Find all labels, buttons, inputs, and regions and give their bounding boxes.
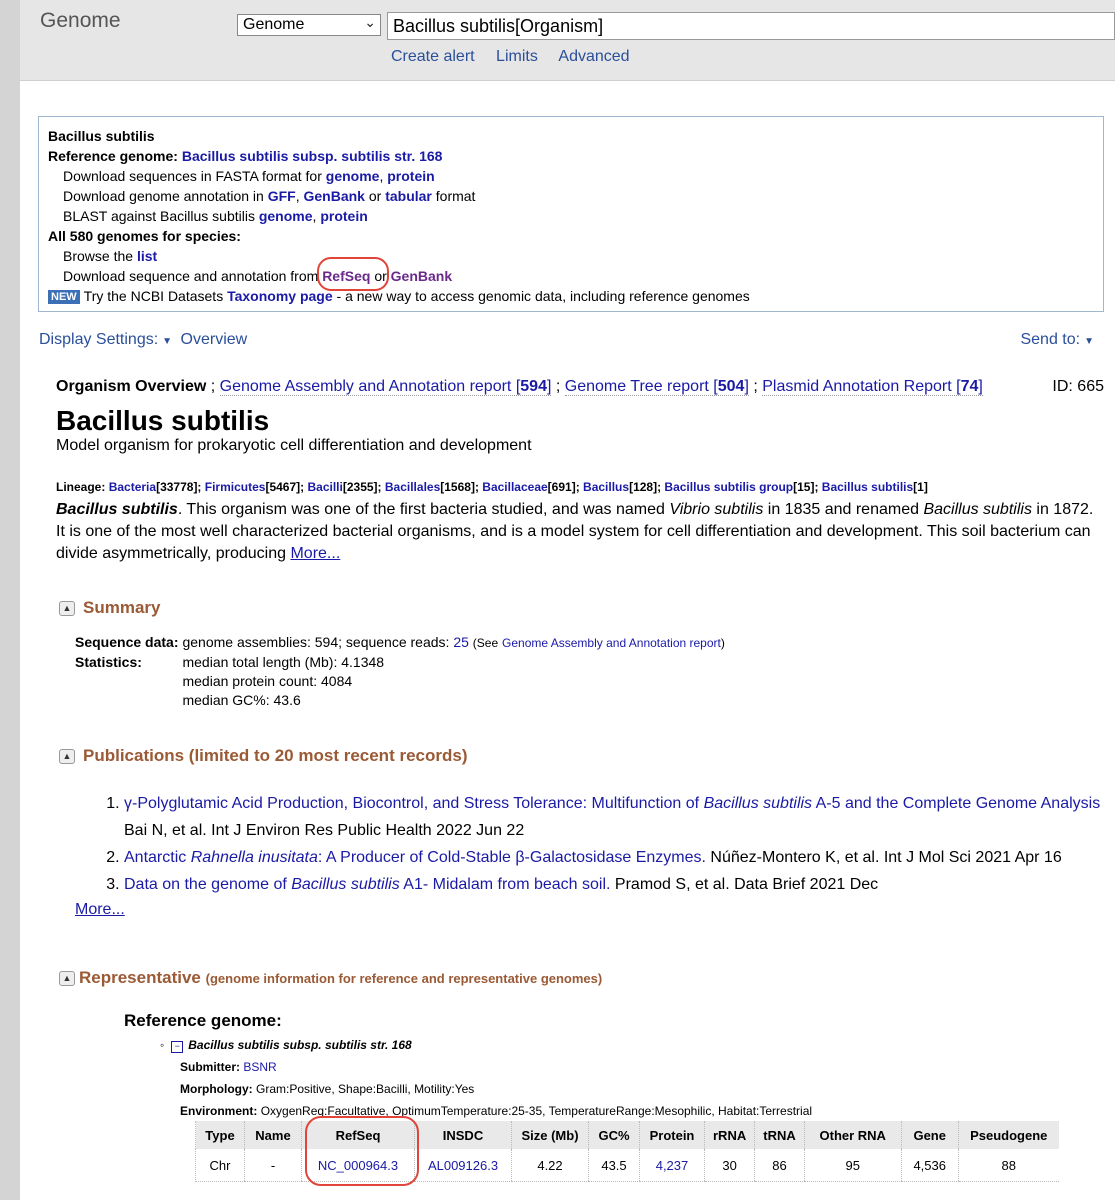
table-cell: 4,536 [901,1149,958,1182]
table-cell [640,1149,705,1182]
description-text: . This organism was one of the first bacteria studied, and was named [177,501,665,518]
species-info-box [38,116,1104,312]
see-report-link[interactable]: Genome Assembly and Annotation report [502,636,721,650]
pub-title-italic: Bacillus subtilis [291,876,400,893]
blast-text: BLAST against Bacillus subtilis [63,208,255,224]
column-header: Pseudogene [958,1121,1059,1149]
bracket: ] [546,378,552,395]
report-links: Organism Overview ; Genome Assembly and Annotation report [594] ; Genome Tree report [504] ; Plasmid Annotation Report [74] ID: 665 [56,378,1104,395]
bullet-icon: ◦ [160,1038,165,1052]
lineage-count: 128 [633,480,654,494]
assembly-report-text: Genome Assembly and Annotation report [ [219,378,521,395]
search-sublinks [391,48,647,66]
species-name: Bacillus subtilis [48,128,155,144]
statistics-value: median total length (Mb): 4.1348 [182,654,385,670]
representative-heading-text: Representative [79,968,201,987]
publications-heading[interactable] [59,746,467,766]
submitter-line [160,1056,812,1078]
collapse-minus-icon[interactable]: − [171,1041,183,1053]
environment-label: Environment: [180,1104,258,1118]
record-id: ID: 665 [1052,378,1104,395]
description-italic: Bacillus subtilis [923,501,1032,518]
left-gutter [0,0,20,1200]
lineage-count: 15 [797,480,811,494]
send-to-label: Send to: [1020,331,1081,348]
statistics-label: Statistics: [75,654,142,670]
table-cell: 30 [705,1149,755,1182]
description-text: in 1872. It is one of the most well characterized bacterial organisms, and is a model system for cell differentiation and development. This soil bacterium can divide asymmetrically, producing [56,501,1094,562]
lineage-item[interactable]: Bacillales [384,480,441,494]
create-alert-link[interactable]: Create alert [391,48,475,65]
environment-line [160,1100,812,1122]
see-close: ) [720,636,725,650]
table-cell: 88 [958,1149,1059,1182]
download-line [48,266,1094,286]
description-italic: Vibrio subtilis [669,501,764,518]
bracket: ] [744,378,749,395]
column-header: tRNA [755,1121,805,1149]
taxonomy-page-link[interactable]: Taxonomy page [227,288,333,304]
description-more-link[interactable]: More... [290,545,341,562]
lineage-item[interactable]: Bacillus [583,480,630,494]
publication-citation: Bai N, et al. Int J Environ Res Public Health 2022 Jun 22 [124,822,525,839]
lineage: Lineage: Bacteria[33778]; Firmicutes[5467]; Bacilli[2355]; Bacillales[1568]; Bacillaceae[691]; Bacillus[128]; Bacillus subtilis group[15]; Bacillus subtilis[1] [56,480,928,494]
organism-description [56,499,1101,565]
environment-value: OxygenReq:Facultative, OptimumTemperature:25-35, TemperatureRange:Mesophilic, Habitat:Terrestrial [260,1104,813,1118]
annotation-or: or [368,188,382,204]
brand-label: Genome [40,9,121,32]
lineage-count: 1568 [444,480,471,494]
table-cell [415,1149,512,1182]
fasta-line: Download sequences in FASTA format for genome, protein [63,168,435,184]
refseq-accession-link[interactable]: NC_000964.3 [317,1157,399,1173]
pub-title-part: A1- Midalam from beach soil. [403,876,611,893]
fasta-protein-link[interactable]: protein [387,168,435,184]
database-select[interactable] [237,14,381,36]
see-text: (See [472,636,499,650]
strain-line [160,1034,812,1056]
column-header: INSDC [415,1121,512,1149]
download-text: Download sequence and annotation from [63,268,319,284]
page-subtitle: Model organism for prokaryotic cell differentiation and development [56,437,532,454]
genbank-link[interactable]: GenBank [390,268,453,284]
refseq-column-highlight [305,1116,419,1186]
publications-heading-text: Publications (limited to 20 most recent records) [83,746,468,765]
limits-link[interactable]: Limits [496,48,538,65]
datasets-line [48,286,1094,306]
reference-genome-line [48,146,1094,166]
column-header: rRNA [705,1121,755,1149]
blast-protein-link[interactable]: protein [320,208,368,224]
column-header: Name [245,1121,302,1149]
lineage-item[interactable]: Bacillus subtilis group [664,480,794,494]
caret-down-icon: ▼ [162,336,173,347]
morphology-value: Gram:Positive, Shape:Bacilli, Motility:Yes [256,1082,475,1096]
summary-heading-text: Summary [83,598,161,617]
display-settings-label: Display Settings: [39,331,159,348]
column-header: Type [196,1121,245,1149]
assembly-count: 594 [520,378,547,395]
publication-link[interactable] [124,849,706,866]
lineage-count: 5467 [269,480,297,494]
tree-count: 504 [717,378,745,395]
pub-title-part: A-5 and the Complete Genome Analysis [815,795,1101,812]
browse-line [48,246,1094,266]
tabular-link[interactable]: tabular [385,188,432,204]
page-title: Bacillus subtilis [56,405,270,436]
strain-name: Bacillus subtilis subsp. subtilis str. 168 [188,1038,412,1052]
annotation-line: Download genome annotation in GFF, GenBank or tabular format [63,188,476,204]
refseq-highlight-circle [317,257,389,291]
lineage-count: 2355 [346,480,374,494]
tree-report-link[interactable] [565,378,749,396]
column-header: Gene [901,1121,958,1149]
collapse-icon[interactable]: ▲ [59,749,75,764]
representative-heading[interactable] [59,968,602,988]
pub-title-part: Antarctic [124,849,187,866]
blast-line: BLAST against Bacillus subtilis genome, protein [63,208,368,224]
fasta-text: Download sequences in FASTA format for [63,168,322,184]
submitter-label: Submitter: [180,1060,240,1074]
description-name: Bacillus subtilis [56,501,178,518]
reference-genome-heading: Reference genome: [124,1011,282,1030]
pub-title-italic: Rahnella inusitata [190,849,318,866]
column-header: Other RNA [804,1121,901,1149]
lineage-count: 691 [551,480,572,494]
column-header: Size (Mb) [512,1121,589,1149]
annotation-format: format [435,188,476,204]
search-bar [20,0,1115,81]
lineage-item[interactable]: Bacteria [108,480,157,494]
refseq-link[interactable]: RefSeq [322,268,371,284]
summary-heading[interactable] [59,598,160,618]
pub-title-italic: Bacillus subtilis [703,795,813,812]
browse-list-link[interactable]: list [136,248,158,264]
tree-report-text: Genome Tree report [ [564,378,718,395]
publications-list [92,790,1115,898]
statistics-value: median GC%: 43.6 [182,692,301,708]
annotation-text: Download genome annotation in [63,188,264,204]
submitter-link[interactable]: BSNR [243,1060,277,1074]
new-badge: NEW [48,290,80,304]
protein-count-link[interactable]: 4,237 [655,1157,689,1173]
genbank-annot-link[interactable]: GenBank [303,188,365,204]
sequence-reads-link[interactable]: 25 [453,634,469,650]
representative-heading-note: (genome information for reference and representative genomes) [205,971,603,986]
assembly-report-link[interactable] [220,378,552,396]
publication-link[interactable] [124,876,610,893]
lineage-item[interactable]: Bacilli [307,480,343,494]
advanced-link[interactable]: Advanced [558,48,630,65]
summary-table [75,633,729,710]
datasets-text: Try the NCBI Datasets [83,288,224,304]
lineage-count: 1 [917,480,924,494]
database-select-value: Genome [243,16,305,33]
table-cell: 86 [755,1149,805,1182]
lineage-item[interactable]: Bacillaceae [482,480,548,494]
gff-link[interactable]: GFF [267,188,296,204]
lineage-item[interactable]: Bacillus subtilis [821,480,914,494]
sequence-data-label: Sequence data: [75,634,179,650]
lineage-label: Lineage: [56,480,106,494]
publication-citation: Núñez-Montero K, et al. Int J Mol Sci 2021 Apr 16 [710,849,1062,866]
download-or: or [374,268,387,284]
list-item [124,790,1115,844]
publication-link[interactable] [124,795,1100,812]
overview-label: Overview [180,331,248,348]
insdc-accession-link[interactable]: AL009126.3 [427,1157,499,1173]
column-header: Protein [640,1121,705,1149]
collapse-icon[interactable]: ▲ [59,601,75,616]
plasmid-report-link[interactable] [762,378,983,396]
description-text: in 1835 and renamed [767,501,919,518]
table-cell: - [245,1149,302,1182]
chevron-down-icon: ⌄ [364,14,376,30]
pub-title-part: Data on the genome of [124,876,287,893]
reference-genome-details [160,1034,812,1122]
list-item [124,844,1115,871]
sequence-data-text: genome assemblies: 594; sequence reads: [182,634,450,650]
statistics-value: median protein count: 4084 [182,673,353,689]
fasta-genome-link[interactable]: genome [325,168,380,184]
lineage-count: 33778 [160,480,194,494]
organism-overview-label: Organism Overview [56,378,207,395]
column-header: GC% [589,1121,640,1149]
morphology-line [160,1078,812,1100]
reference-genome-link[interactable]: Bacillus subtilis subsp. subtilis str. 168 [181,148,443,164]
caret-down-icon: ▼ [1084,336,1094,347]
blast-genome-link[interactable]: genome [258,208,313,224]
display-settings[interactable] [39,331,247,349]
table-cell: 43.5 [589,1149,640,1182]
pub-title-part: : A Producer of Cold-Stable β-Galactosidase Enzymes. [317,849,706,866]
search-input[interactable]: Bacillus subtilis[Organism] [387,12,1115,40]
all-genomes-label: All 580 genomes for species: [48,228,241,244]
morphology-label: Morphology: [180,1082,253,1096]
publications-more-link[interactable]: More... [75,901,125,918]
list-item [124,871,1115,898]
sequence-data-value [182,633,728,653]
pub-title-part: γ-Polyglutamic Acid Production, Biocontrol, and Stress Tolerance: Multifunction of [124,795,700,812]
lineage-item[interactable]: Firmicutes [204,480,266,494]
plasmid-count: 74 [960,378,979,395]
column-header: RefSeq [302,1121,415,1149]
collapse-icon[interactable]: ▲ [59,971,75,986]
plasmid-report-text: Plasmid Annotation Report [ [762,378,961,395]
browse-text: Browse the [63,248,134,264]
table-cell: 95 [804,1149,901,1182]
send-to-menu[interactable] [1020,331,1094,349]
reference-genome-label: Reference genome: [48,148,178,164]
datasets-rest: - a new way to access genomic data, including reference genomes [336,288,750,304]
table-cell: Chr [196,1149,245,1182]
publication-citation: Pramod S, et al. Data Brief 2021 Dec [614,876,879,893]
table-cell: 4.22 [512,1149,589,1182]
bracket: ] [978,378,983,395]
